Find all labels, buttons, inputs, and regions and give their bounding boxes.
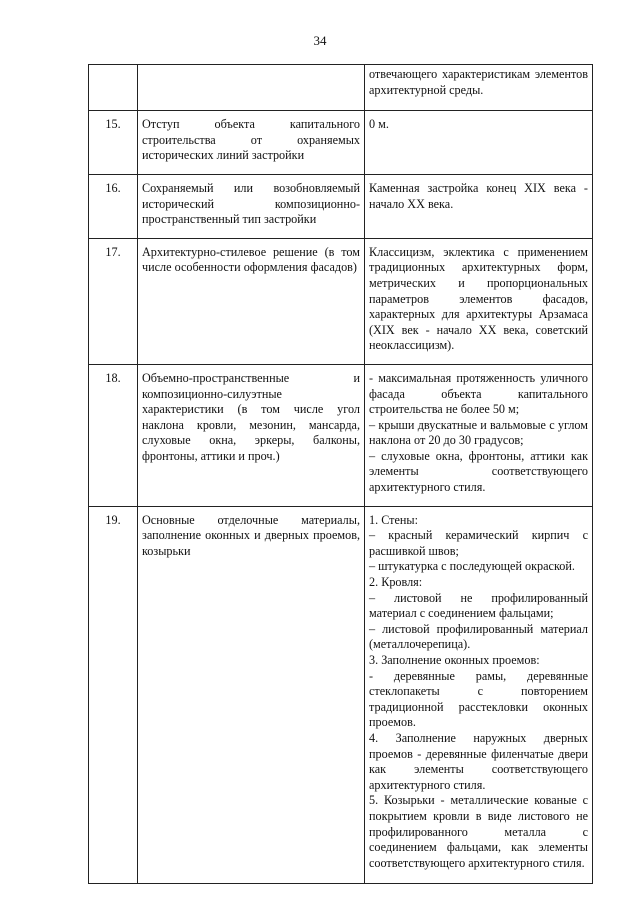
table-row-16 — [89, 174, 593, 238]
value-line: 2. Кровля: — [369, 575, 423, 590]
table-row-19 — [89, 506, 593, 883]
row-number — [89, 65, 138, 111]
table-row-15 — [89, 111, 593, 175]
row-value — [365, 65, 593, 111]
value-line: – листовой профилированный материал (металлочерепица). — [369, 621, 588, 652]
value-line: – слуховые окна, фронтоны, аттики как элементы соответствующего архитектурного стиля. — [369, 448, 588, 495]
value-line: 0 м. — [369, 117, 389, 132]
value-line: отвечающего характеристикам элементов архитектурной среды. — [369, 67, 588, 97]
value-line: – штукатурка с последующей окраской. — [369, 559, 575, 574]
row-parameter: Объемно-пространственные и композиционно-силуэтные характеристики (в том числе угол наклона кровли, мезонин, мансарда, слуховые окна, эркеры, балконы, фронтоны, аттики и проч.) — [138, 364, 365, 506]
value-line: - деревянные рамы, деревянные стеклопакеты с повторением традиционной расстекловки оконных проемов. — [369, 668, 588, 730]
value-line: Каменная застройка конец XIX века - начало XX века. — [369, 180, 588, 211]
page-number: 34 — [313, 33, 327, 48]
row-number: 17. — [89, 238, 138, 364]
table-row-continuation — [89, 65, 593, 111]
row-parameter: Основные отделочные материалы, заполнение оконных и дверных проемов, козырьки — [138, 506, 365, 883]
row-parameter: Сохраняемый или возобновляемый исторический композиционно-пространственный тип застройки — [138, 174, 365, 238]
row-parameter: Архитектурно-стилевое решение (в том числе особенности оформления фасадов) — [138, 238, 365, 364]
row-value — [365, 111, 593, 175]
value-line: Классицизм, эклектика с применением традиционных архитектурных форм, метрических и пропорциональных параметров элементов фасадов, характерных для архитектуры Арзамаса (XIX век - начало XX века, советский неоклассицизм). — [369, 244, 588, 353]
value-line: – красный керамический кирпич с расшивкой швов; — [369, 528, 588, 558]
row-parameter: Отступ объекта капитального строительства от охраняемых исторических линий застройки — [138, 111, 365, 175]
value-line: 1. Стены: — [369, 512, 418, 527]
row-number: 19. — [89, 506, 138, 883]
value-line: – крыши двускатные и вальмовые с углом наклона от 20 до 30 градусов; — [369, 417, 588, 448]
value-line: 5. Козырьки - металлические кованые с покрытием кровли в виде листового не профилированного металла с соединением фальцами, как элементы соответствующего архитектурного стиля. — [369, 793, 588, 870]
value-line: - максимальная протяженность уличного фасада объекта капитального строительства не более 50 м; — [369, 370, 588, 417]
row-value — [365, 174, 593, 238]
row-parameter — [138, 65, 365, 111]
table-row-18 — [89, 364, 593, 506]
row-value — [365, 506, 593, 883]
row-value — [365, 364, 593, 506]
value-line: – листовой не профилированный материал с соединением фальцами; — [369, 590, 588, 621]
row-number: 15. — [89, 111, 138, 175]
row-number: 18. — [89, 364, 138, 506]
regulations-table — [88, 64, 593, 884]
value-line: 3. Заполнение оконных проемов: — [369, 653, 540, 667]
table-row-17 — [89, 238, 593, 364]
row-value — [365, 238, 593, 364]
table-body — [89, 65, 593, 884]
row-number: 16. — [89, 174, 138, 238]
value-line: 4. Заполнение наружных дверных проемов - деревянные филенчатые двери как элементы соответствующего архитектурного стиля. — [369, 730, 588, 792]
